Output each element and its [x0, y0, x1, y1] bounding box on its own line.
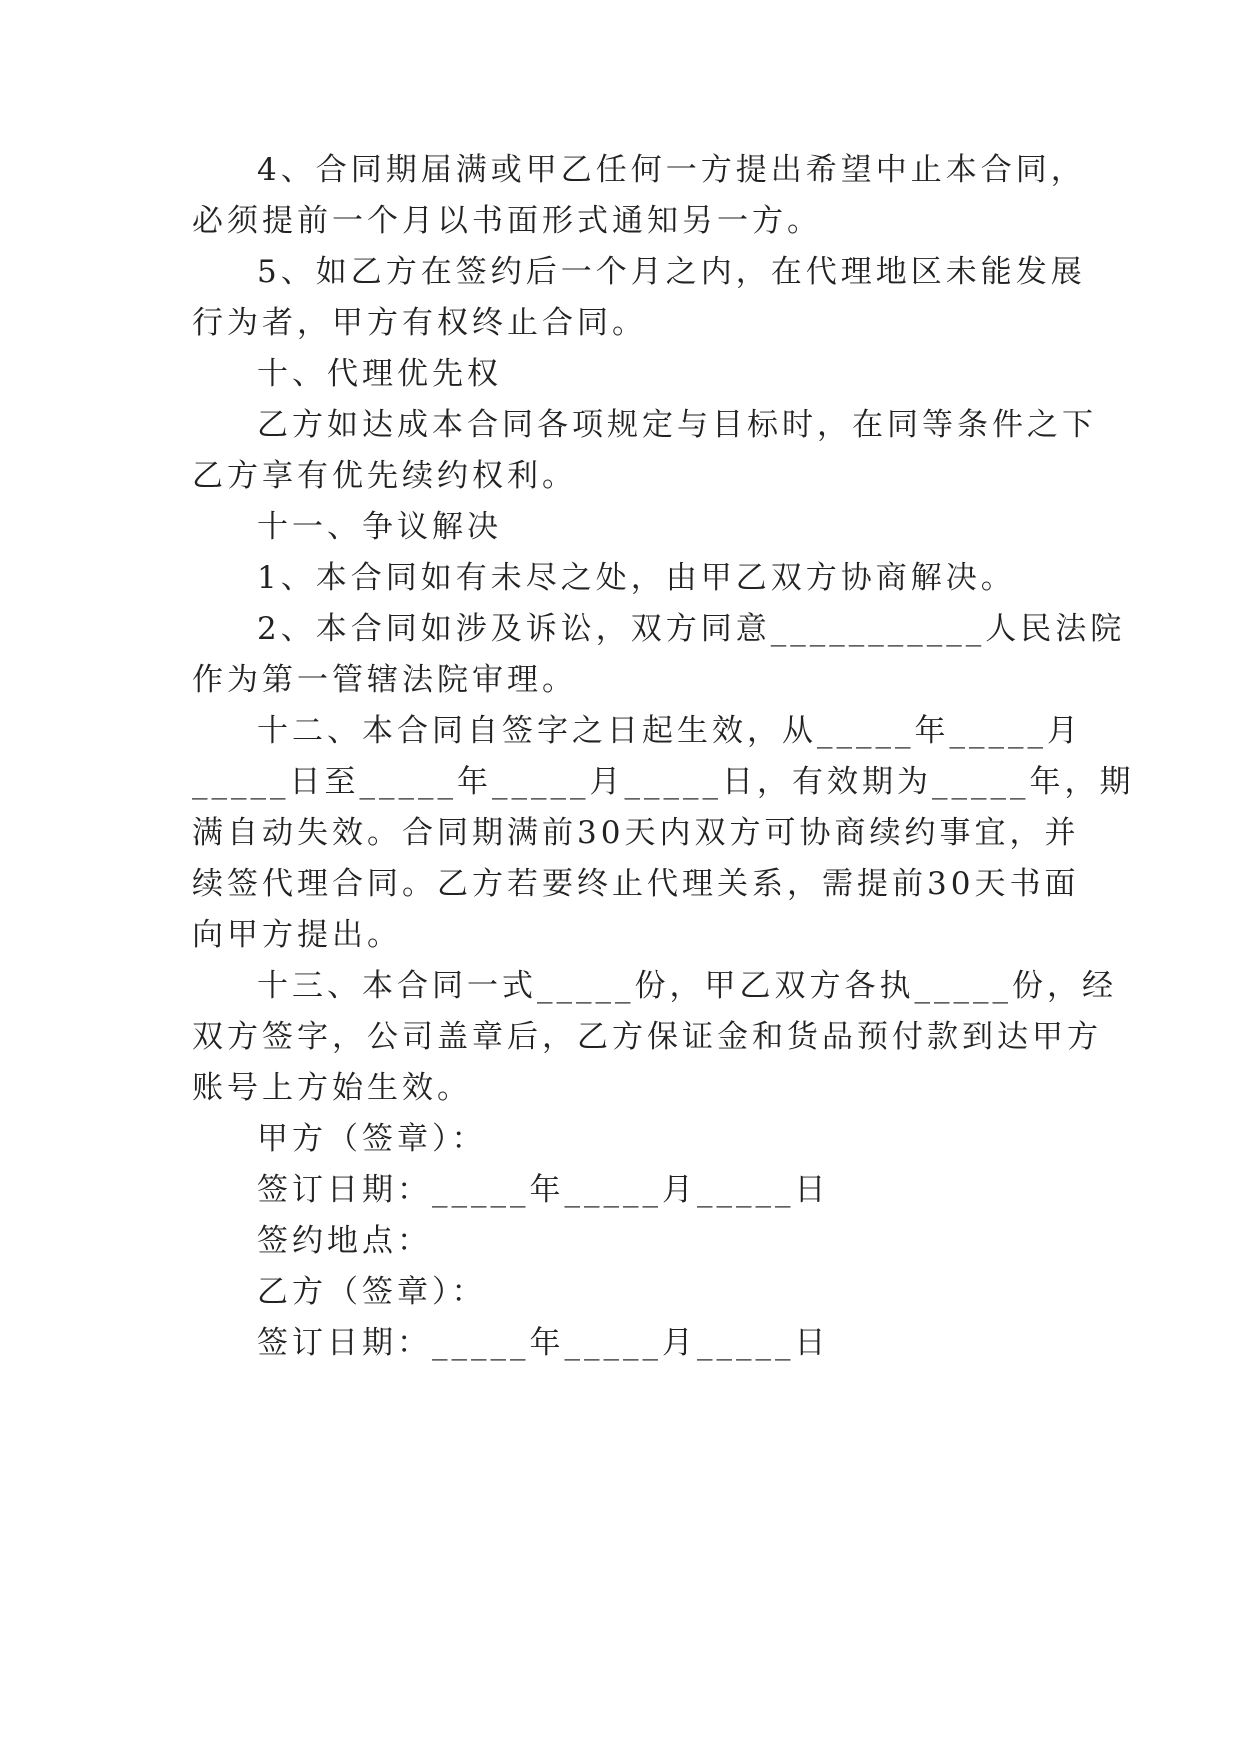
section-13-line-2: 双方签字，公司盖章后，乙方保证金和货品预付款到达甲方 [192, 1019, 1102, 1055]
party-a-signature: 甲方（签章）： [257, 1121, 487, 1157]
clause-4-line-2: 必须提前一个月以书面形式通知另一方。 [192, 203, 822, 239]
section-10-heading: 十、代理优先权 [257, 356, 502, 392]
clause-5-line-1: 5、如乙方在签约后一个月之内，在代理地区未能发展 [257, 254, 1086, 290]
clause-5-line-2: 行为者，甲方有权终止合同。 [192, 305, 647, 341]
section-10-line-2: 乙方享有优先续约权利。 [192, 458, 577, 494]
section-12-line-1: 十二、本合同自签字之日起生效，从_____年_____月 [257, 713, 1082, 749]
sign-location: 签约地点： [257, 1223, 432, 1259]
section-12-line-4: 续签代理合同。乙方若要终止代理关系，需提前30天书面 [192, 866, 1080, 902]
section-11-heading: 十一、争议解决 [257, 509, 502, 545]
section-10-line-1: 乙方如达成本合同各项规定与目标时，在同等条件之下 [257, 407, 1097, 443]
party-b-sign-date: 签订日期：_____年_____月_____日 [257, 1325, 830, 1361]
section-12-line-3: 满自动失效。合同期满前30天内双方可协商续约事宜，并 [192, 815, 1080, 851]
clause-4-line-1: 4、合同期届满或甲乙任何一方提出希望中止本合同， [257, 152, 1086, 188]
section-13-line-1: 十三、本合同一式_____份，甲乙双方各执_____份，经 [257, 968, 1117, 1004]
section-13-line-3: 账号上方始生效。 [192, 1070, 472, 1106]
section-11-clause-2-line-1: 2、本合同如涉及诉讼，双方同意___________人民法院 [257, 611, 1126, 647]
section-11-clause-2-line-2: 作为第一管辖法院审理。 [192, 662, 577, 698]
section-11-clause-1: 1、本合同如有未尽之处，由甲乙双方协商解决。 [257, 560, 1016, 596]
party-b-signature: 乙方（签章）： [257, 1274, 487, 1310]
party-a-sign-date: 签订日期：_____年_____月_____日 [257, 1172, 830, 1208]
section-12-line-5: 向甲方提出。 [192, 917, 402, 953]
section-12-line-2: _____日至_____年_____月_____日，有效期为_____年，期 [192, 764, 1135, 800]
